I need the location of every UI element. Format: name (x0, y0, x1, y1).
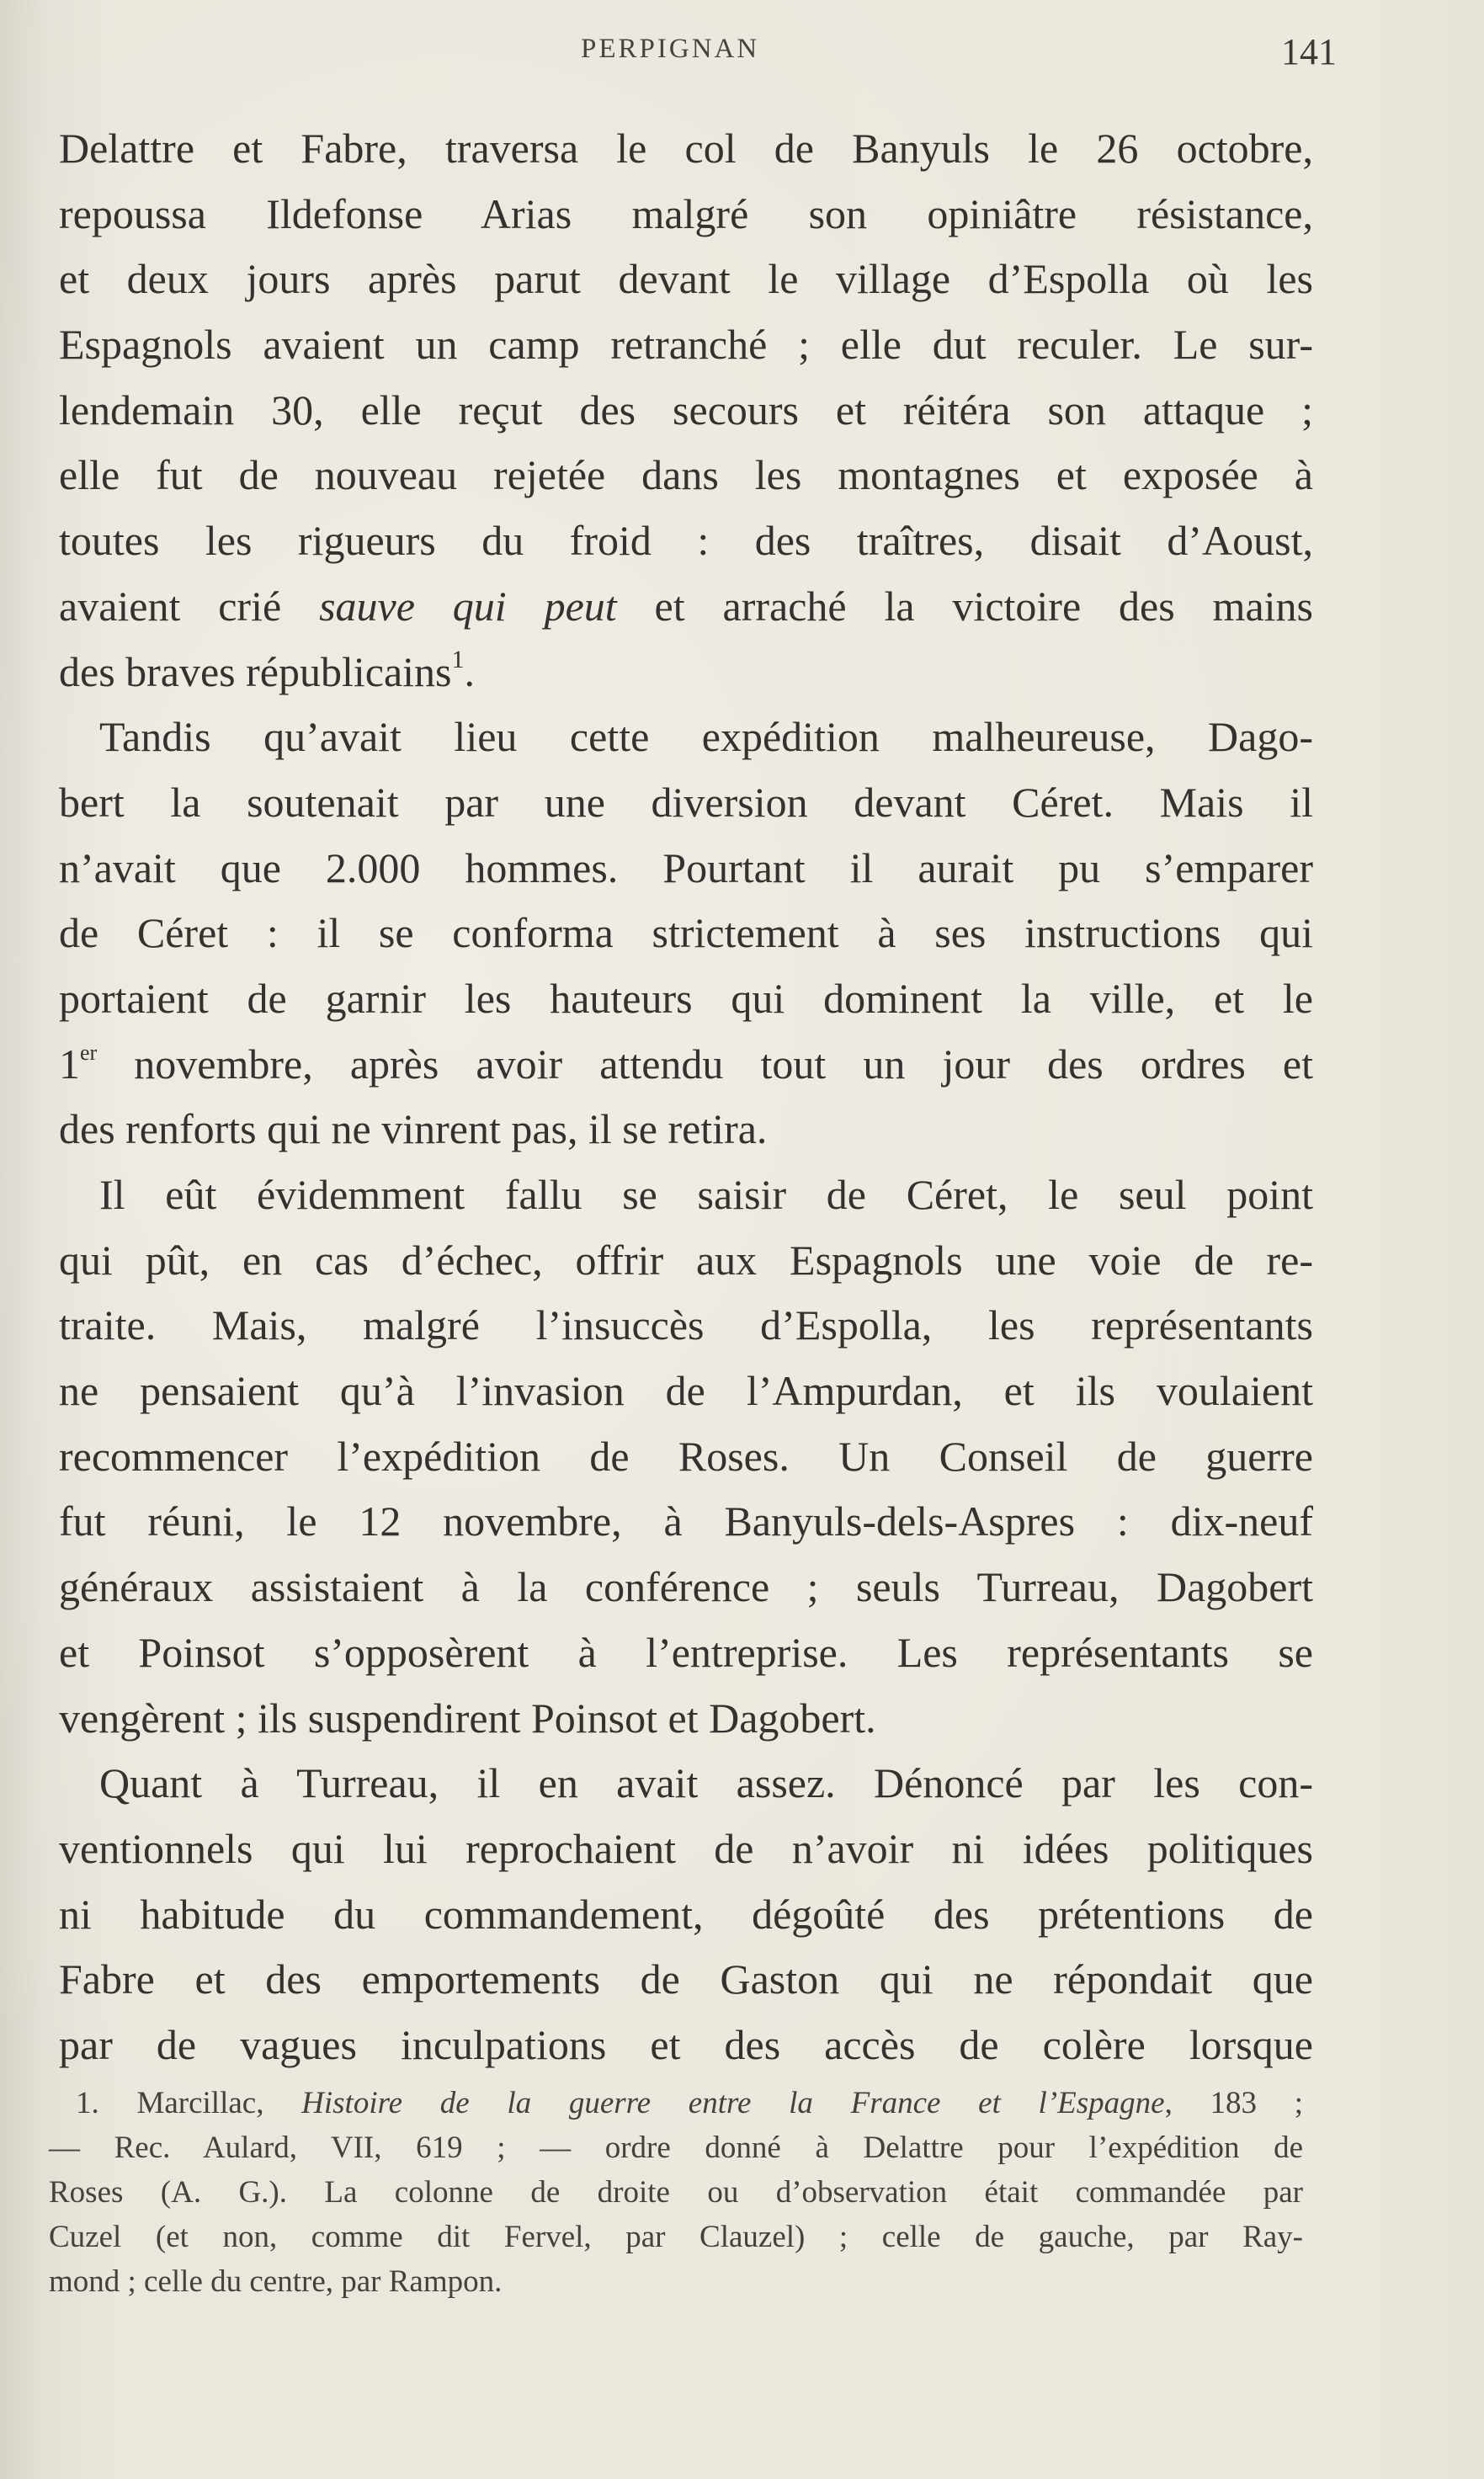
text-line: et deux jours après parut devant le village d’Espolla où les (59, 255, 1313, 303)
text-line: n’avait que 2.000 hommes. Pourtant il aurait pu s’emparer (59, 843, 1313, 891)
text-line: bert la soutenait par une diversion devant Céret. Mais il (59, 778, 1313, 826)
italic-title: Histoire de la guerre entre la France et l’Espagne (301, 2086, 1165, 2120)
text-fragment: des braves républicains (59, 647, 452, 695)
footnote-number: 1. (76, 2086, 99, 2120)
text-line: par de vagues inculpations et des accès de colère lorsque (59, 2020, 1313, 2068)
footnote-line: Cuzel (et non, comme dit Fervel, par Clauzel) ; celle de gauche, par Ray- (49, 2220, 1303, 2254)
text-line: Quant à Turreau, il en avait assez. Dénoncé par les con- (99, 1759, 1313, 1807)
footnote-line (49, 2081, 1303, 2125)
text-line: portaient de garnir les hauteurs qui dominent la ville, et le (59, 974, 1313, 1022)
superscript: er (80, 1040, 98, 1065)
text-line: des renforts qui ne vinrent pas, il se retira. (59, 1105, 768, 1153)
text-line (59, 640, 1313, 705)
text-line (59, 1032, 1313, 1098)
text-line: ne pensaient qu’à l’invasion de l’Ampurdan, et ils voulaient (59, 1367, 1313, 1415)
body-text (59, 116, 1313, 2078)
text-line: lendemain 30, elle reçut des secours et réitéra son attaque ; (59, 386, 1313, 434)
text-line: qui pût, en cas d’échec, offrir aux Espagnols une voie de re- (59, 1236, 1313, 1284)
text-fragment: Marcillac, (98, 2086, 302, 2120)
text-line: Fabre et des emportements de Gaston qui ne répondait que (59, 1955, 1313, 2003)
footnote-line: mond ; celle du centre, par Rampon. (49, 2264, 503, 2299)
text-line: repoussa Ildefonse Arias malgré son opiniâtre résistance, (59, 189, 1313, 237)
text-fragment: , 183 ; (1164, 2086, 1303, 2120)
footnote-line: — Rec. Aulard, VII, 619 ; — ordre donné à Delattre pour l’expédition de (49, 2131, 1303, 2165)
text-fragment: et arraché la victoire des mains (616, 582, 1313, 630)
text-fragment: avaient crié (59, 582, 320, 630)
text-line: vengèrent ; ils suspendirent Poinsot et Dagobert. (59, 1694, 876, 1742)
text-line: Tandis qu’avait lieu cette expédition malheureuse, Dago- (99, 713, 1313, 761)
text-fragment: 1 (59, 1040, 80, 1088)
text-line: Espagnols avaient un camp retranché ; elle dut reculer. Le sur- (59, 321, 1313, 369)
text-line: de Céret : il se conforma strictement à ses instructions qui (59, 909, 1313, 957)
text-line: ni habitude du commandement, dégoûté des prétentions de (59, 1890, 1313, 1938)
page-number: 141 (1281, 31, 1337, 72)
text-fragment: . (464, 647, 476, 695)
text-line: traite. Mais, malgré l’insuccès d’Espolla, les représentants (59, 1301, 1313, 1349)
text-line: toutes les rigueurs du froid : des traîtres, disait d’Aoust, (59, 517, 1313, 565)
page-header (0, 30, 1484, 81)
text-line: ventionnels qui lui reprochaient de n’avoir ni idées politiques (59, 1824, 1313, 1872)
footnote-line: Roses (A. G.). La colonne de droite ou d’observation était commandée par (49, 2175, 1303, 2210)
text-line: généraux assistaient à la conférence ; seuls Turreau, Dagobert (59, 1563, 1313, 1611)
text-line (59, 574, 1313, 640)
footnote-reference: 1 (451, 645, 465, 673)
text-line: elle fut de nouveau rejetée dans les montagnes et exposée à (59, 451, 1313, 499)
text-line: et Poinsot s’opposèrent à l’entreprise. Les représentants se (59, 1628, 1313, 1676)
text-line: Delattre et Fabre, traversa le col de Banyuls le 26 octobre, (59, 125, 1313, 172)
text-line: fut réuni, le 12 novembre, à Banyuls-dels-Aspres : dix-neuf (59, 1498, 1313, 1545)
footnotes (49, 2081, 1303, 2304)
running-title: PERPIGNAN (581, 34, 760, 64)
text-fragment: novembre, après avoir attendu tout un jour des ordres et (97, 1040, 1313, 1088)
text-line: recommencer l’expédition de Roses. Un Conseil de guerre (59, 1432, 1313, 1480)
italic-phrase: sauve qui peut (319, 582, 617, 630)
text-line: Il eût évidemment fallu se saisir de Céret, le seul point (99, 1171, 1313, 1218)
